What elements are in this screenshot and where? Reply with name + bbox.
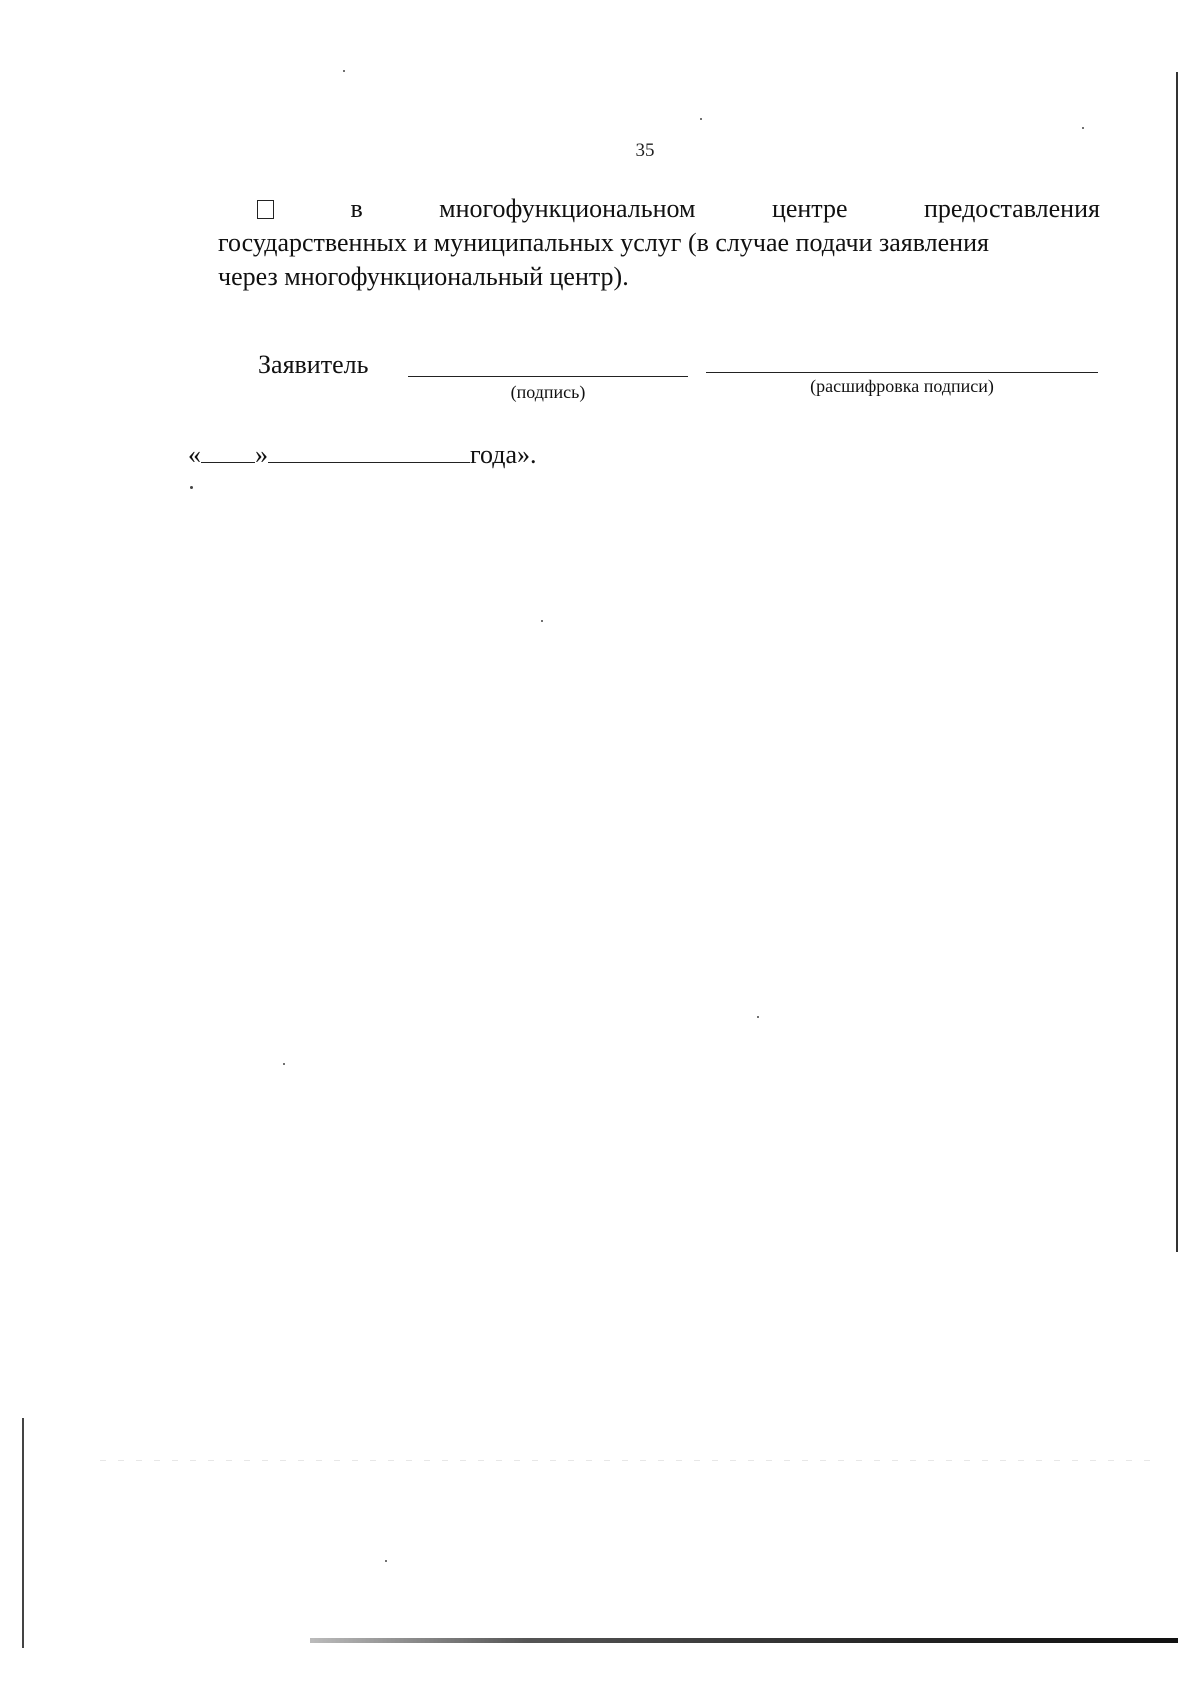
year-suffix: года».	[470, 440, 537, 469]
paragraph-word: предоставления	[923, 194, 1100, 223]
date-open-quote: «	[188, 440, 201, 469]
checkbox-mfc[interactable]	[257, 200, 274, 219]
scan-speck	[700, 118, 702, 120]
paragraph-line-2: государственных и муниципальных услуг (в случае подачи заявления	[218, 228, 989, 257]
scan-border-bottom	[310, 1638, 1178, 1643]
paragraph-line-1	[218, 192, 1100, 226]
date-row	[188, 440, 537, 470]
paragraph-word: центре	[771, 194, 848, 223]
scan-speck	[757, 1016, 759, 1018]
scan-noise-row	[100, 1460, 1160, 1461]
scan-speck	[541, 620, 543, 622]
signature-line[interactable]	[408, 376, 688, 377]
paragraph-word: многофункциональном	[439, 194, 696, 223]
scan-border-left	[22, 1418, 24, 1648]
scan-speck	[190, 486, 193, 489]
signature-transcript-line[interactable]	[706, 372, 1098, 373]
scan-speck	[385, 1560, 387, 1562]
delivery-option-paragraph	[218, 192, 1100, 294]
applicant-label: Заявитель	[258, 350, 369, 379]
signature-caption: (подпись)	[510, 382, 586, 402]
date-close-quote: »	[255, 440, 268, 469]
paragraph-word: в	[350, 194, 363, 223]
scan-speck	[1082, 127, 1084, 129]
paragraph-line-3: через многофункциональный центр).	[218, 262, 629, 291]
scan-border-right	[1176, 72, 1178, 1252]
day-blank[interactable]	[201, 440, 255, 463]
month-blank[interactable]	[268, 440, 470, 463]
scan-speck	[283, 1063, 285, 1065]
signature-transcript-caption: (расшифровка подписи)	[810, 376, 994, 396]
page-number: 35	[635, 140, 655, 161]
scan-speck	[343, 70, 345, 72]
